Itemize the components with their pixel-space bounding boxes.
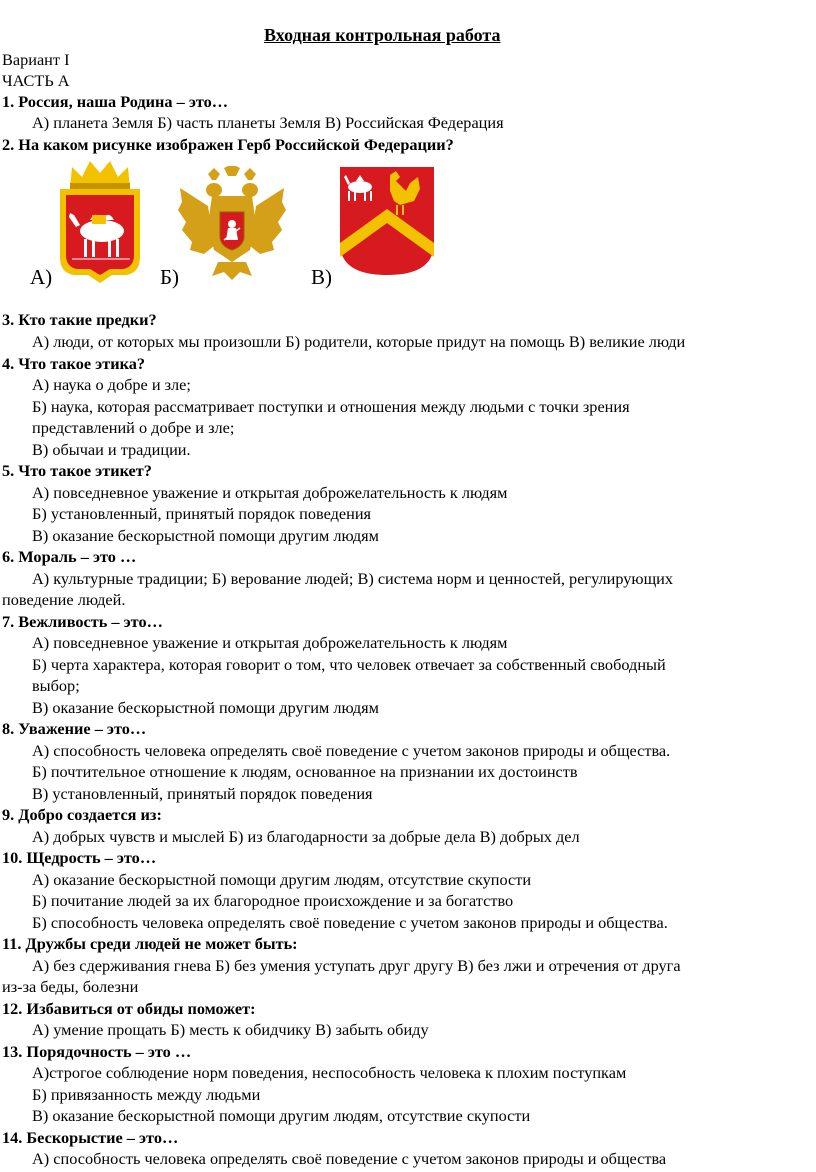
answer-line: Б) способность человека определять своё поведение с учетом законов природы и общества. [32,913,668,932]
question-2: 2. На каком рисунке изображен Герб Российской Федерации? [2,135,454,154]
question-6: 6. Мораль – это … [2,547,137,566]
answer-line: Б) привязанность между людьми [32,1085,261,1104]
question-3: 3. Кто такие предки? [2,310,157,329]
answer-line: Б) установленный, принятый порядок поведения [32,504,372,523]
question-1: 1. Россия, наша Родина – это… [2,92,229,111]
variant-label: Вариант I [2,50,70,69]
answer-line: А) люди, от которых мы произошли Б) родители, которые придут на помощь В) великие люди [32,332,686,351]
question-4: 4. Что такое этика? [2,354,145,373]
answer-line: А) культурные традиции; Б) верование людей; В) система норм и ценностей, регулирующих [32,569,673,588]
option-label-b: Б) [160,265,180,289]
answer-line: В) оказание бескорыстной помощи другим людям [32,526,379,545]
answer-line: А) повседневное уважение и открытая доброжелательность к людям [32,633,508,652]
answer-line: А) оказание бескорыстной помощи другим людям, отсутствие скупости [32,870,532,889]
answer-line: А) умение прощать Б) месть к обидчику В) забыть обиду [32,1020,429,1039]
chelyabinsk-coat-of-arms-icon[interactable] [50,157,150,283]
answer-line: В) оказание бескорыстной помощи другим людям [32,698,379,717]
question-13: 13. Порядочность – это … [2,1042,192,1061]
answer-line: Б) черта характера, которая говорит о том, что человек отвечает за собственный свободный [32,655,666,674]
answer-line: В) оказание бескорыстной помощи другим людям, отсутствие скупости [32,1106,531,1125]
page-title: Входная контрольная работа [264,25,501,45]
answer-line: А) без сдерживания гнева Б) без умения уступать друг другу В) без лжи и отречения от друга [32,956,681,975]
answer-line: А) планета Земля Б) часть планеты Земля В) Российская Федерация [32,113,504,132]
answer-line: из-за беды, болезни [2,977,139,996]
question-8: 8. Уважение – это… [2,719,147,738]
answer-line: В) установленный, принятый порядок поведения [32,784,373,803]
answer-line: А) способность человека определять своё поведение с учетом законов природы и общества. [32,741,671,760]
answer-line: А) способность человека определять своё поведение с учетом законов природы и общества [32,1149,667,1168]
answer-line: А) повседневное уважение и открытая доброжелательность к людям [32,483,508,502]
question-7: 7. Вежливость – это… [2,612,163,631]
answer-line: выбор; [32,676,80,695]
option-label-a: А) [30,265,53,289]
question-14: 14. Бескорыстие – это… [2,1128,179,1147]
question-5: 5. Что такое этикет? [2,461,152,480]
russian-coat-of-arms-icon[interactable] [178,166,286,284]
question-10: 10. Щедрость – это… [2,848,157,867]
answer-line: Б) наука, которая рассматривает поступки и отношения между людьми с точки зрения [32,397,630,416]
question-11: 11. Дружбы среди людей не может быть: [2,934,298,953]
answer-line: Б) почтительное отношение к людям, основанное на признании их достоинств [32,762,578,781]
red-shield-rooster-coat-of-arms-icon[interactable] [338,165,436,277]
answer-line: А) наука о добре и зле; [32,375,191,394]
answer-line: Б) почитание людей за их благородное происхождение и за богатство [32,891,514,910]
question-12: 12. Избавиться от обиды поможет: [2,999,256,1018]
answer-line: В) обычаи и традиции. [32,440,191,459]
part-label: ЧАСТЬ А [2,71,70,90]
answer-line: поведение людей. [2,590,126,609]
answer-line: А)строгое соблюдение норм поведения, неспособность человека к плохим поступкам [32,1063,627,1082]
question-9: 9. Добро создается из: [2,805,162,824]
answer-line: А) добрых чувств и мыслей Б) из благодарности за добрые дела В) добрых дел [32,827,580,846]
answer-line: представлений о добре и зле; [32,418,235,437]
option-label-c: В) [311,265,332,289]
